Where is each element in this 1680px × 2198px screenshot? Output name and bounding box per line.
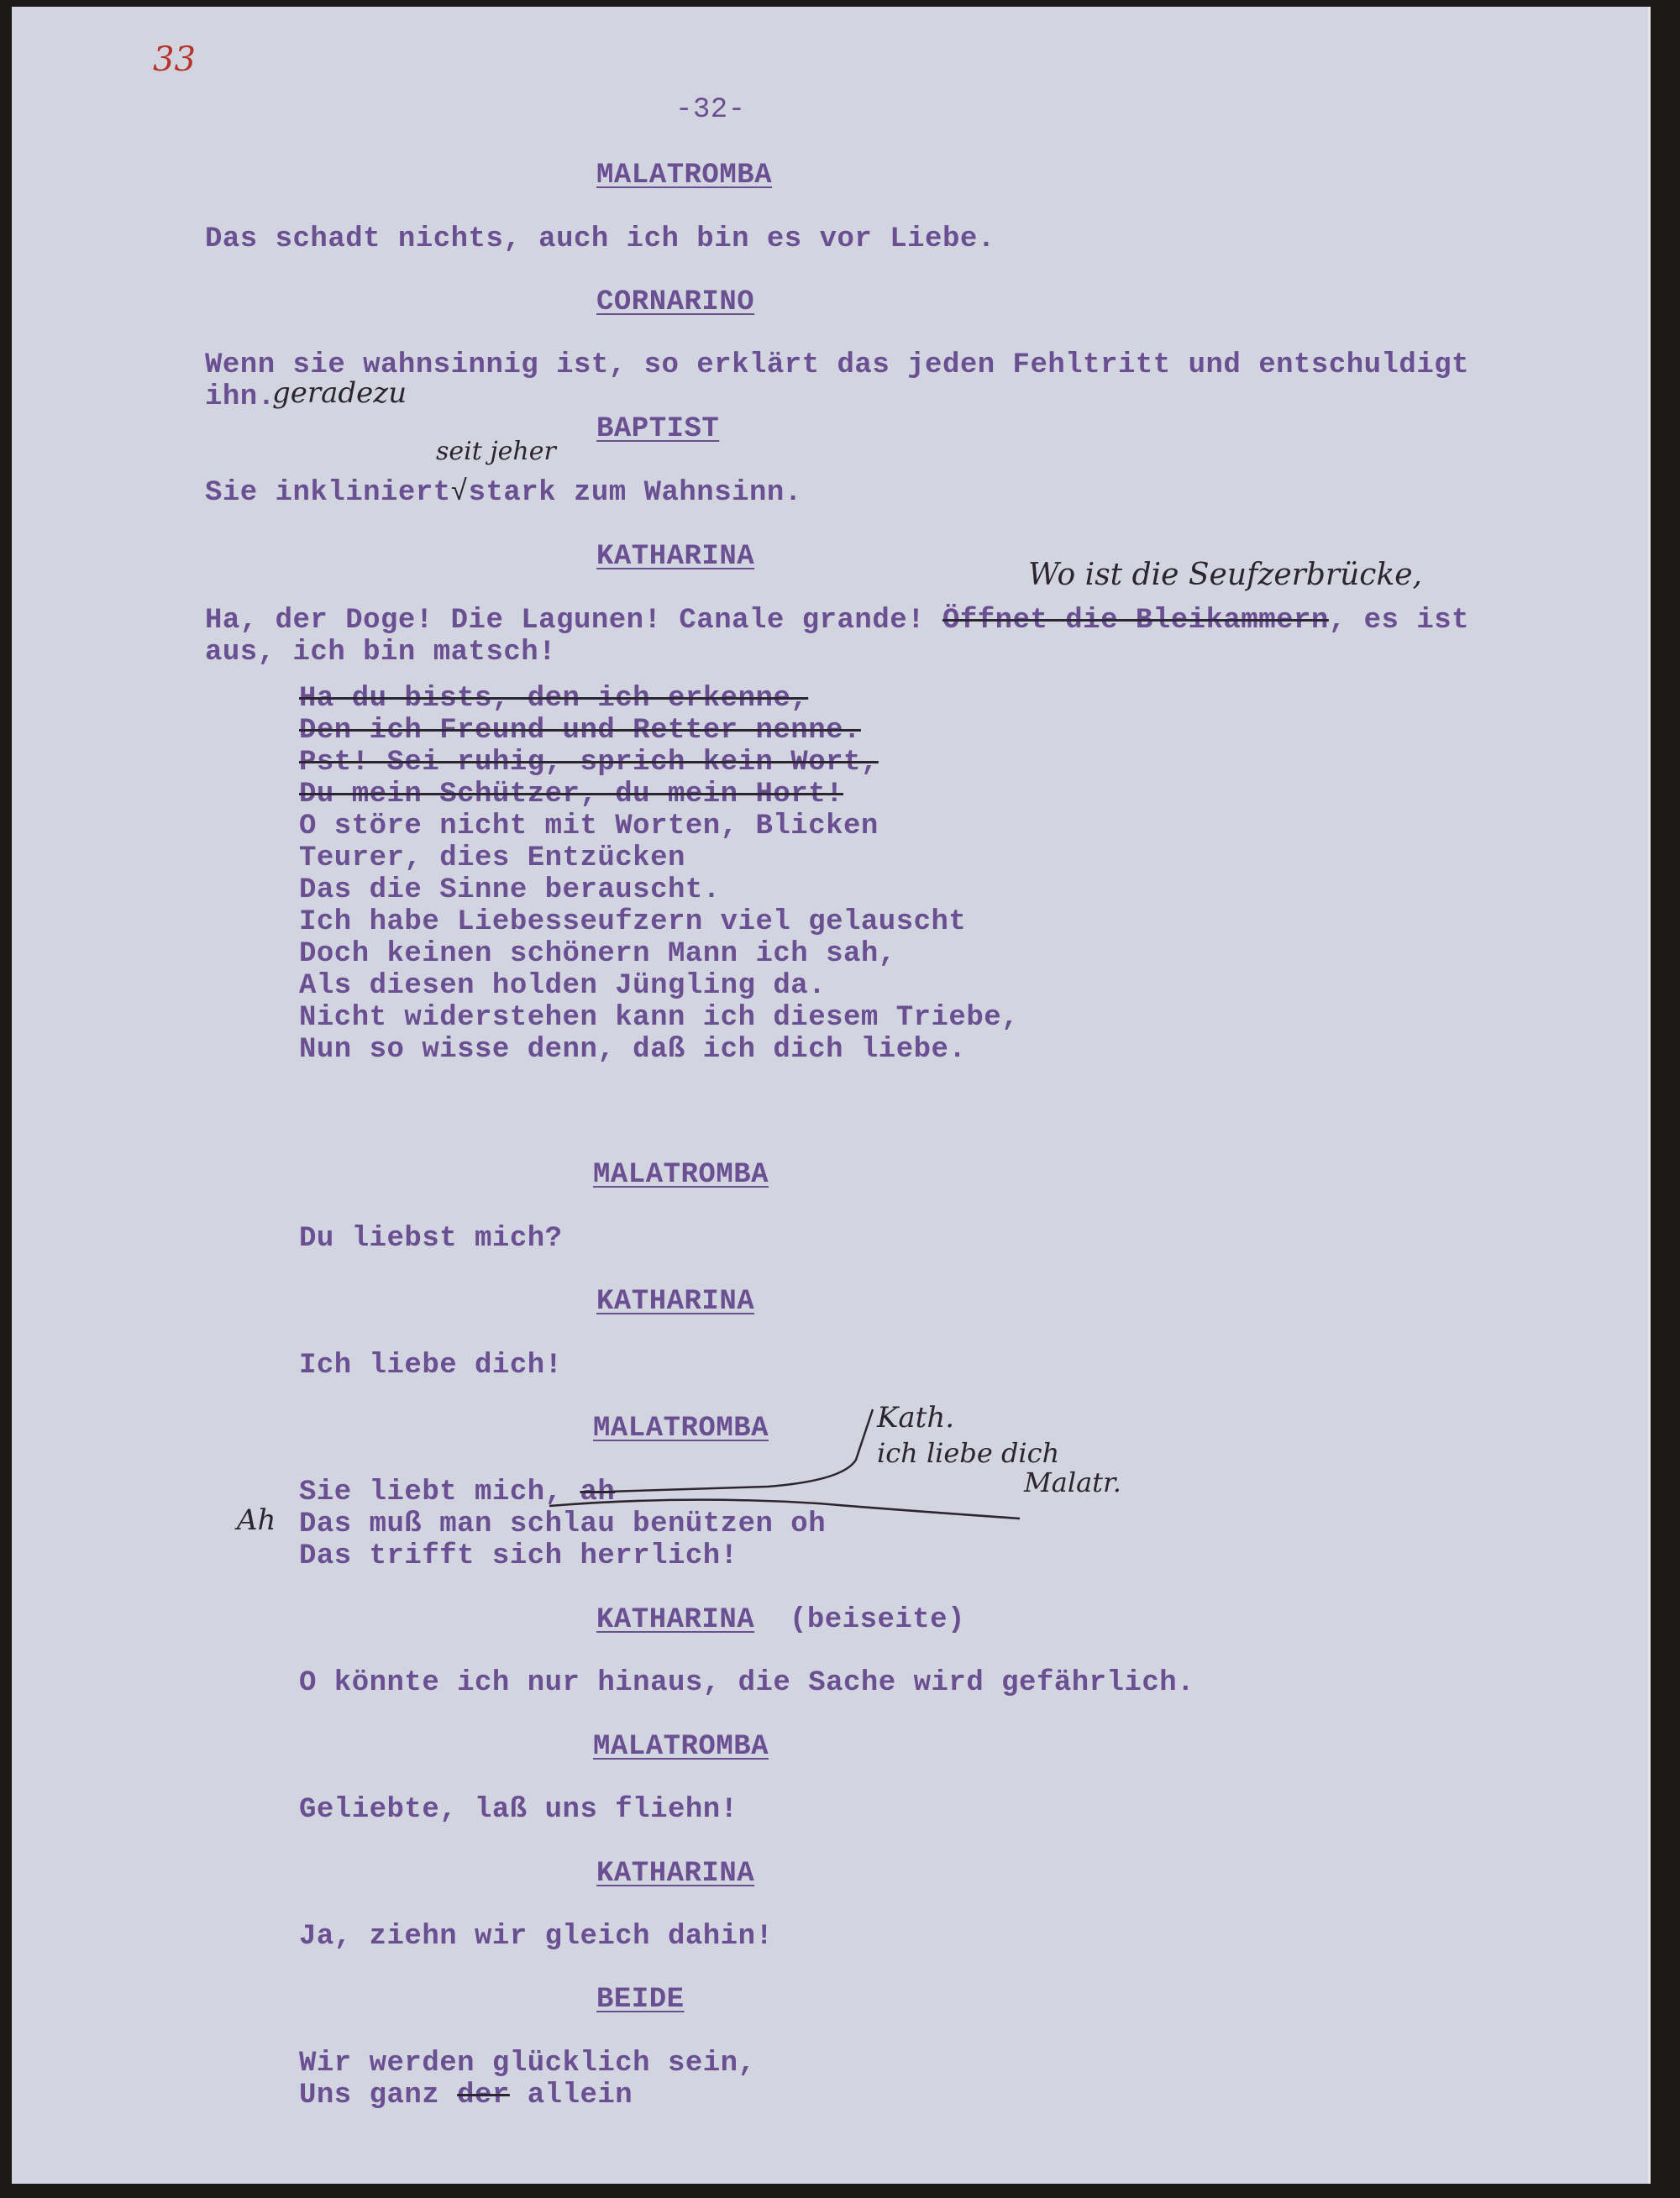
verse-line: Teurer, dies Entzücken <box>299 842 685 874</box>
handwritten-insertion: seit jeher <box>436 437 556 466</box>
handwritten-insertion: ich liebe dich <box>877 1437 1060 1469</box>
speaker-katharina-aside: KATHARINA (beiseite) <box>596 1604 965 1636</box>
dialogue-line: Wenn sie wahnsinnig ist, so erklärt das jeden Fehltritt und entschuldigt <box>205 349 1470 381</box>
dialogue-line: Ja, ziehn wir gleich dahin! <box>299 1921 774 1953</box>
verse-line: Nicht widerstehen kann ich diesem Triebe, <box>299 1002 1020 1034</box>
speaker-beide: BEIDE <box>596 1984 685 2016</box>
struck-verse-line: Pst! Sei ruhig, sprich kein Wort, <box>299 747 879 779</box>
dialogue-line: Sie inkliniert√stark zum Wahnsinn. <box>205 477 802 509</box>
dialogue-line: Das muß man schlau benützen oh <box>299 1508 827 1540</box>
dialogue-line: Ich liebe dich! <box>299 1350 563 1382</box>
dialogue-line: Ha, der Doge! Die Lagunen! Canale grande! Öffnet die Bleikammern, es ist <box>205 605 1470 637</box>
speaker-malatromba: MALATROMBA <box>596 160 773 191</box>
handwritten-insertion: Malatr. <box>1024 1466 1121 1498</box>
speaker-katharina: KATHARINA <box>596 1286 755 1318</box>
handwritten-insertion: Kath. <box>877 1401 955 1435</box>
speaker-katharina: KATHARINA <box>596 541 755 573</box>
speaker-cornarino: CORNARINO <box>596 286 755 318</box>
dialogue-line: Wir werden glücklich sein, <box>299 2048 756 2080</box>
dialogue-line: Geliebte, laß uns fliehn! <box>299 1794 738 1826</box>
speaker-baptist: BAPTIST <box>596 413 720 445</box>
verse-line: Nun so wisse denn, daß ich dich liebe. <box>299 1034 967 1066</box>
dialogue-line: Uns ganz der allein <box>299 2080 633 2111</box>
dialogue-line: Du liebst mich? <box>299 1223 563 1255</box>
verse-line: O störe nicht mit Worten, Blicken <box>299 810 879 842</box>
handwritten-insertion: Wo ist die Seufzerbrücke, <box>1028 558 1423 592</box>
verse-line: Ich habe Liebesseufzern viel gelauscht <box>299 906 967 938</box>
dialogue-line: O könnte ich nur hinaus, die Sache wird gefährlich. <box>299 1667 1195 1699</box>
struck-verse-line: Den ich Freund und Retter nenne. <box>299 715 861 747</box>
verse-line: Doch keinen schönern Mann ich sah, <box>299 938 896 970</box>
verse-line: Das die Sinne berauscht. <box>299 874 721 906</box>
page-number: -32- <box>675 94 746 126</box>
dialogue-line: ihn. <box>205 381 276 413</box>
dialogue-line: Sie liebt mich, ah <box>299 1477 616 1508</box>
dialogue-line: aus, ich bin matsch! <box>205 637 557 669</box>
dialogue-line: Das trifft sich herrlich! <box>299 1540 738 1572</box>
handwritten-insertion: geradezu <box>272 376 407 410</box>
speaker-malatromba: MALATROMBA <box>593 1159 769 1191</box>
verse-line: Als diesen holden Jüngling da. <box>299 970 827 1002</box>
handwritten-insertion: Ah <box>237 1503 276 1537</box>
folio-number: 33 <box>153 40 196 79</box>
struck-verse-line: Du mein Schützer, du mein Hort! <box>299 779 844 810</box>
dialogue-line: Das schadt nichts, auch ich bin es vor Liebe. <box>205 223 995 255</box>
struck-verse-line: Ha du bists, den ich erkenne, <box>299 683 809 715</box>
document-page <box>12 7 1651 2184</box>
speaker-malatromba: MALATROMBA <box>593 1413 769 1445</box>
speaker-malatromba: MALATROMBA <box>593 1731 769 1763</box>
speaker-katharina: KATHARINA <box>596 1858 755 1890</box>
